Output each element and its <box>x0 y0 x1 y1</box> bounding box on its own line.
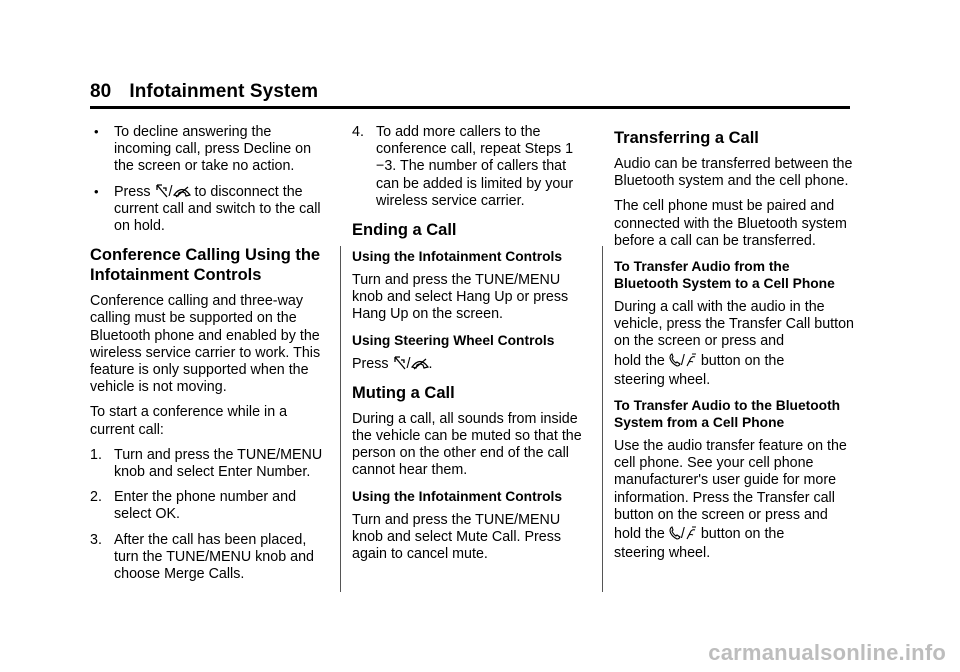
paragraph <box>352 356 588 373</box>
bullet-disconnect <box>90 184 332 236</box>
paragraph-text: Press <box>352 355 389 372</box>
step-text: Enter the phone number and select OK. <box>114 489 297 523</box>
heading-transferring-a-call: Transferring a Call <box>614 129 759 147</box>
bullet-text: to disconnect the current call and switch to the call on hold. <box>114 183 321 235</box>
paragraph: steering wheel. <box>614 371 711 388</box>
paragraph: Conference calling and three-way calling must be supported on the Bluetooth phone and enabled by the wireless service carrier to work. This feature is only supported when the vehicle is not moving. <box>90 293 321 396</box>
step-number: 4. <box>352 124 364 140</box>
column-divider <box>602 246 603 592</box>
paragraph: The cell phone must be paired and connected with the Bluetooth system before a call can be transferred. <box>614 198 847 249</box>
paragraph: To start a conference while in a current call: <box>90 404 288 438</box>
step-number: 1. <box>90 446 102 463</box>
paragraph <box>614 353 854 370</box>
subheading: To Transfer Audio from the Bluetooth System to a Cell Phone <box>614 259 835 292</box>
heading-conference-calling: Conference Calling Using the Infotainment Controls <box>90 246 321 285</box>
voice-recognition-icon <box>685 526 697 540</box>
subheading: Using the Infotainment Controls <box>352 249 563 265</box>
column-1 <box>90 124 332 591</box>
icon-separator: / <box>406 355 411 372</box>
paragraph: Turn and press the TUNE/MENU knob and select Mute Call. Press again to cancel mute. <box>352 511 561 563</box>
icon-separator: / <box>680 526 685 543</box>
bullet-text: Press <box>114 183 151 200</box>
phone-icon <box>669 353 681 367</box>
paragraph-text: button on the <box>700 526 785 543</box>
list-item <box>352 124 588 210</box>
subheading: Using Steering Wheel Controls <box>352 332 555 348</box>
list-item <box>90 532 332 584</box>
page-heading <box>90 80 850 104</box>
paragraph: Turn and press the TUNE/MENU knob and select Hang Up or press Hang Up on the screen. <box>352 272 569 323</box>
end-call-icon <box>411 358 429 370</box>
page-header <box>90 80 850 109</box>
header-rule <box>90 106 850 109</box>
paragraph: During a call with the audio in the vehicle, press the Transfer Call button on the screen or press and <box>614 299 854 350</box>
phone-icon <box>669 526 681 540</box>
step-number: 3. <box>90 531 102 548</box>
step-number: 2. <box>90 489 102 506</box>
watermark: carmanualsonline.info <box>708 640 946 665</box>
column-2 <box>352 124 588 571</box>
list-item <box>90 489 332 523</box>
icon-separator: / <box>680 352 685 369</box>
voice-recognition-icon <box>685 353 697 367</box>
icon-separator: / <box>168 183 173 200</box>
paragraph-text: hold the <box>614 352 665 369</box>
column-3 <box>614 124 854 570</box>
column-divider <box>340 246 341 592</box>
end-call-icon <box>173 186 191 198</box>
push-to-talk-icon <box>155 184 169 198</box>
bullet-decline: • To decline answering the incoming call, press Decline on the screen or take no action. <box>90 124 332 176</box>
push-to-talk-icon <box>393 356 407 370</box>
subheading: Using the Infotainment Controls <box>352 488 563 504</box>
page-number: 80 <box>90 81 112 102</box>
paragraph-text: . <box>428 355 433 372</box>
paragraph: Audio can be transferred between the Bluetooth system and the cell phone. <box>614 156 853 190</box>
list-item <box>90 447 332 481</box>
paragraph: steering wheel. <box>614 545 711 562</box>
paragraph: Use the audio transfer feature on the cell phone. See your cell phone manufacturer's user guide for more information. Press the Transfer call button on the screen or press and <box>614 438 847 523</box>
step-text: After the call has been placed, turn the TUNE/MENU knob and choose Merge Calls. <box>114 531 314 583</box>
heading-ending-a-call: Ending a Call <box>352 221 457 240</box>
paragraph-text: hold the <box>614 526 665 543</box>
heading-muting-a-call: Muting a Call <box>352 383 455 402</box>
paragraph-text: button on the <box>700 352 785 369</box>
paragraph <box>614 526 854 543</box>
subheading: To Transfer Audio to the Bluetooth System from a Cell Phone <box>614 398 841 431</box>
section-title: Infotainment System <box>129 81 319 102</box>
step-text: Turn and press the TUNE/MENU knob and select Enter Number. <box>114 446 323 481</box>
step-text: To add more callers to the conference call, repeat Steps 1 −3. The number of callers that can be added is limited by your wireless service carrier. <box>376 124 574 209</box>
paragraph: During a call, all sounds from inside the vehicle can be muted so that the person on the other end of the call cannot hear them. <box>352 410 582 479</box>
